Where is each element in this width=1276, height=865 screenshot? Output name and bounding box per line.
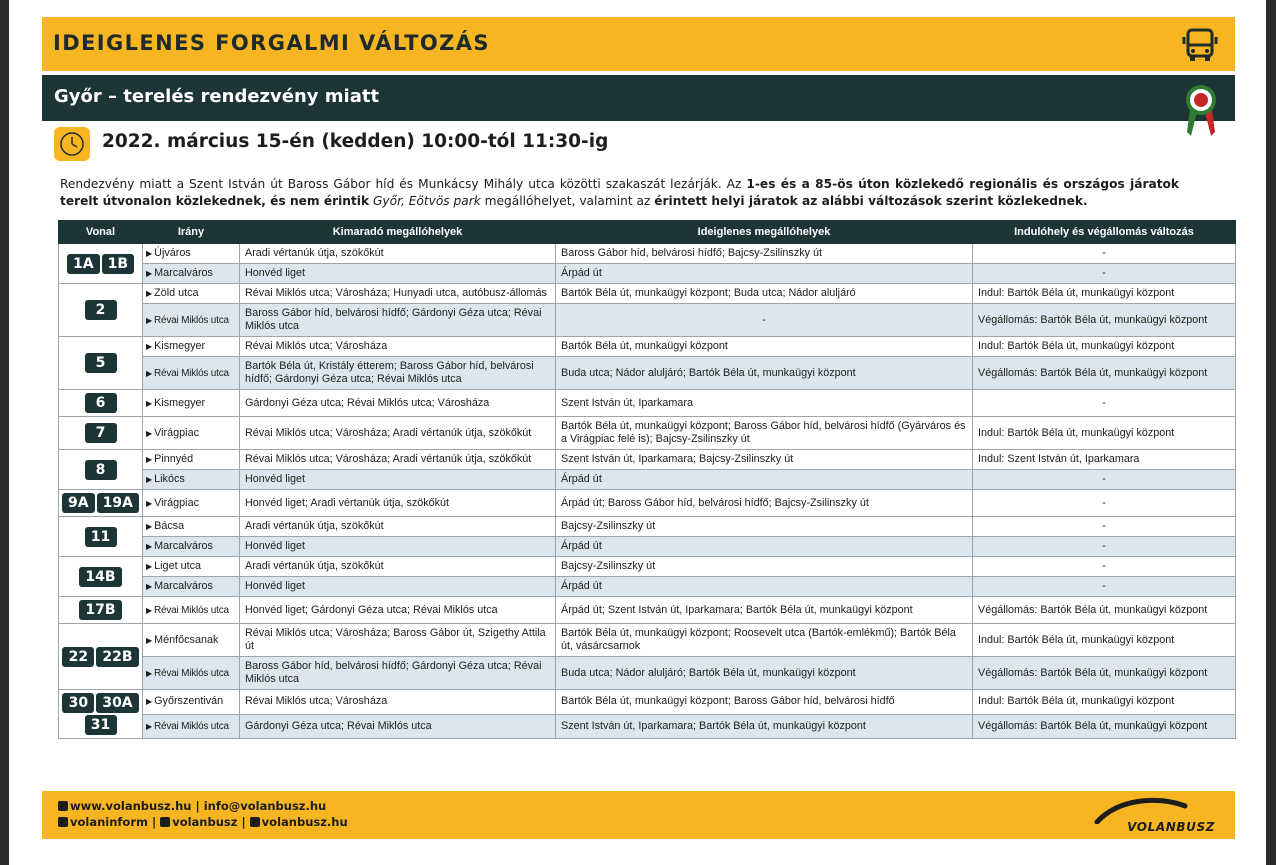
skipped-stops-cell: Révai Miklós utca; Városháza; Aradi vértanúk útja, szökőkút xyxy=(240,417,556,450)
table-header-row xyxy=(59,221,1236,244)
line-badge: 30 xyxy=(62,693,94,713)
skipped-stops-cell: Aradi vértanúk útja, szökőkút xyxy=(240,517,556,537)
phone-icon xyxy=(58,801,68,811)
direction-text: Kismegyer xyxy=(154,396,206,409)
terminus-change-cell: - xyxy=(973,390,1236,417)
facebook-icon xyxy=(58,817,68,827)
table-row xyxy=(59,357,1236,390)
direction-text: Révai Miklós utca xyxy=(153,604,229,616)
direction-cell xyxy=(143,304,240,337)
temporary-stops-cell: Árpád út xyxy=(556,537,973,557)
header-terminus-change: Indulóhely és végállomás változás xyxy=(973,221,1236,244)
direction-text: Bácsa xyxy=(154,520,185,532)
terminus-change-cell: - xyxy=(973,537,1236,557)
temporary-stops-cell: Bartók Béla út, munkaügyi központ; Buda utca; Nádor aluljáró xyxy=(556,284,973,304)
table-row xyxy=(59,714,1236,739)
website-link[interactable]: www.volanbusz.hu xyxy=(70,799,192,813)
terminus-change-cell: Végállomás: Bartók Béla út, munkaügyi központ xyxy=(973,657,1236,690)
line-cell xyxy=(59,597,143,624)
table-row xyxy=(59,577,1236,597)
intro-paragraph: Rendezvény miatt a Szent István út Baross Gábor híd és Munkácsy Mihály utca közötti szakaszát lezárják. Az 1-es és a 85-ös úton közlekedő regionális és országos járatok terelt útvonalon közlekednek, és nem érintik Győr, Eötvös park megállóhelyet, valamint az érintett helyi járatok az alábbi változások szerint közlekednek. xyxy=(60,177,1180,208)
direction-text: Zöld utca xyxy=(154,287,199,299)
table-row xyxy=(59,490,1236,517)
terminus-change-cell: - xyxy=(973,577,1236,597)
direction-text: Marcalváros xyxy=(154,267,213,279)
cockade-icon xyxy=(1185,84,1217,138)
skipped-stops-cell: Révai Miklós utca; Városháza xyxy=(240,690,556,715)
terminus-change-cell: Indul: Bartók Béla út, munkaügyi központ xyxy=(973,284,1236,304)
line-badge: 11 xyxy=(85,527,117,547)
table-row xyxy=(59,470,1236,490)
temporary-stops-cell: Szent István út, Iparkamara; Bartók Béla út, munkaügyi központ xyxy=(556,714,973,739)
temporary-stops-cell: Bartók Béla út, munkaügyi központ; Baross Gábor híd, belvárosi hídfő xyxy=(556,690,973,715)
temporary-stops-cell: Árpád út xyxy=(556,470,973,490)
direction-text: Révai Miklós utca xyxy=(153,720,229,732)
left-edge xyxy=(0,0,9,865)
direction-text: Kismegyer xyxy=(154,340,206,352)
line-cell xyxy=(59,244,143,284)
table-row xyxy=(59,517,1236,537)
arrow-right-icon: ▶ xyxy=(146,635,153,645)
line-cell xyxy=(59,337,143,390)
temporary-stops-cell: Buda utca; Nádor aluljáró; Bartók Béla út, munkaügyi központ xyxy=(556,657,973,690)
table-row xyxy=(59,390,1236,417)
terminus-change-cell: Indul: Szent István út, Iparkamara xyxy=(973,450,1236,470)
skipped-stops-cell: Honvéd liget xyxy=(240,264,556,284)
skipped-stops-cell: Honvéd liget; Aradi vértanúk útja, szökőkút xyxy=(240,490,556,517)
line-cell xyxy=(59,417,143,450)
line-cell xyxy=(59,557,143,597)
terminus-change-cell: - xyxy=(973,517,1236,537)
direction-cell xyxy=(143,624,240,657)
line-badge: 6 xyxy=(85,393,117,413)
table-row xyxy=(59,244,1236,264)
changes-table xyxy=(58,220,1236,739)
direction-cell xyxy=(143,337,240,357)
arrow-right-icon: ▶ xyxy=(146,582,153,591)
temporary-stops-cell: Szent István út, Iparkamara xyxy=(556,390,973,417)
facebook-link-volaninform[interactable]: volaninform xyxy=(70,815,148,829)
header-line: Vonal xyxy=(59,221,143,244)
direction-text: Virágpiac xyxy=(154,496,199,509)
direction-cell xyxy=(143,390,240,417)
terminus-change-cell: - xyxy=(973,264,1236,284)
direction-cell xyxy=(143,244,240,264)
skipped-stops-cell: Honvéd liget xyxy=(240,470,556,490)
line-badge: 22 xyxy=(62,647,94,667)
skipped-stops-cell: Révai Miklós utca; Városháza; Hunyadi utca, autóbusz-állomás xyxy=(240,284,556,304)
line-cell xyxy=(59,517,143,557)
page-title: IDEIGLENES FORGALMI VÁLTOZÁS xyxy=(53,31,490,55)
temporary-stops-cell: - xyxy=(556,304,973,337)
direction-cell xyxy=(143,714,240,739)
header-temporary-stops: Ideiglenes megállóhelyek xyxy=(556,221,973,244)
direction-cell xyxy=(143,577,240,597)
arrow-right-icon: ▶ xyxy=(146,398,153,408)
terminus-change-cell: Indul: Bartók Béla út, munkaügyi központ xyxy=(973,417,1236,450)
skipped-stops-cell: Baross Gábor híd, belvárosi hídfő; Gárdonyi Géza utca; Révai Miklós utca xyxy=(240,657,556,690)
table-row xyxy=(59,304,1236,337)
terminus-change-cell: - xyxy=(973,557,1236,577)
arrow-right-icon: ▶ xyxy=(146,342,153,351)
arrow-right-icon: ▶ xyxy=(146,562,153,571)
table-row xyxy=(59,690,1236,715)
skipped-stops-cell: Honvéd liget xyxy=(240,577,556,597)
subtitle-bar xyxy=(42,75,1235,121)
table-body xyxy=(59,244,1236,739)
line-badge: 19A xyxy=(97,493,139,513)
terminus-change-cell: - xyxy=(973,490,1236,517)
temporary-stops-cell: Bartók Béla út, munkaügyi központ; Baross Gábor híd, belvárosi hídfő (Gyárváros és a Virágpiac felé is); Bajcsy-Zsilinszky út xyxy=(556,417,973,450)
arrow-right-icon: ▶ xyxy=(146,289,153,298)
skipped-stops-cell: Honvéd liget xyxy=(240,537,556,557)
direction-cell xyxy=(143,264,240,284)
arrow-right-icon: ▶ xyxy=(146,315,152,325)
table-row xyxy=(59,537,1236,557)
direction-cell xyxy=(143,417,240,450)
temporary-stops-cell: Buda utca; Nádor aluljáró; Bartók Béla út, munkaügyi központ xyxy=(556,357,973,390)
line-badge: 14B xyxy=(79,567,121,587)
skipped-stops-cell: Honvéd liget; Gárdonyi Géza utca; Révai Miklós utca xyxy=(240,597,556,624)
table-row xyxy=(59,450,1236,470)
direction-text: Révai Miklós utca xyxy=(153,667,229,679)
subtitle: Győr – terelés rendezvény miatt xyxy=(54,86,380,107)
direction-cell xyxy=(143,557,240,577)
temporary-stops-cell: Árpád út xyxy=(556,577,973,597)
direction-text: Győrszentiván xyxy=(154,695,224,708)
footer xyxy=(42,791,1235,839)
arrow-right-icon: ▶ xyxy=(146,475,153,484)
temporary-stops-cell: Szent István út, Iparkamara; Bajcsy-Zsilinszky út xyxy=(556,450,973,470)
arrow-right-icon: ▶ xyxy=(146,428,153,438)
direction-text: Révai Miklós utca xyxy=(153,367,229,379)
arrow-right-icon: ▶ xyxy=(146,605,152,615)
arrow-right-icon: ▶ xyxy=(146,249,153,258)
direction-cell xyxy=(143,657,240,690)
line-badge: 8 xyxy=(85,460,117,480)
direction-text: Pinnyéd xyxy=(154,453,194,465)
line-cell xyxy=(59,450,143,490)
line-badge: 30A xyxy=(96,693,138,713)
line-badge: 31 xyxy=(85,715,117,735)
instagram-link[interactable]: volanbusz.hu xyxy=(261,815,348,829)
line-badge: 1B xyxy=(102,254,134,274)
direction-text: Révai Miklós utca xyxy=(153,314,229,326)
header-direction: Irány xyxy=(143,221,240,244)
footer-social-line: volaninform | volanbusz | volanbusz.hu xyxy=(58,815,348,829)
direction-text: Marcalváros xyxy=(154,540,213,552)
facebook-icon xyxy=(160,817,170,827)
terminus-change-cell: Végállomás: Bartók Béla út, munkaügyi központ xyxy=(973,357,1236,390)
arrow-right-icon: ▶ xyxy=(146,368,152,378)
line-cell xyxy=(59,390,143,417)
terminus-change-cell: - xyxy=(973,470,1236,490)
facebook-link-volanbusz[interactable]: volanbusz xyxy=(172,815,238,829)
line-cell xyxy=(59,284,143,337)
terminus-change-cell: - xyxy=(973,244,1236,264)
direction-text: Likócs xyxy=(154,473,185,485)
arrow-right-icon: ▶ xyxy=(146,542,153,551)
line-cell xyxy=(59,624,143,690)
skipped-stops-cell: Bartók Béla út, Kristály étterem; Baross Gábor híd, belvárosi hídfő; Gárdonyi Géza utca; Révai Miklós utca xyxy=(240,357,556,390)
direction-text: Liget utca xyxy=(154,560,201,572)
table-row xyxy=(59,264,1236,284)
temporary-stops-cell: Árpád út; Szent István út, Iparkamara; Bartók Béla út, munkaügyi központ xyxy=(556,597,973,624)
bus-icon xyxy=(1181,26,1219,64)
direction-cell xyxy=(143,284,240,304)
event-date: 2022. március 15-én (kedden) 10:00-tól 11:30-ig xyxy=(102,131,609,152)
line-cell xyxy=(59,690,143,739)
email-link[interactable]: info@volanbusz.hu xyxy=(203,799,327,813)
table-row xyxy=(59,284,1236,304)
arrow-right-icon: ▶ xyxy=(146,668,152,678)
line-badge: 9A xyxy=(62,493,95,513)
arrow-right-icon: ▶ xyxy=(146,498,153,508)
instagram-icon xyxy=(250,817,260,827)
direction-cell xyxy=(143,450,240,470)
table-row xyxy=(59,417,1236,450)
arrow-right-icon: ▶ xyxy=(146,721,152,731)
line-badge: 5 xyxy=(85,353,117,373)
direction-cell xyxy=(143,357,240,390)
terminus-change-cell: Végállomás: Bartók Béla út, munkaügyi központ xyxy=(973,714,1236,739)
line-cell xyxy=(59,490,143,517)
direction-text: Virágpiac xyxy=(154,426,199,439)
terminus-change-cell: Indul: Bartók Béla út, munkaügyi központ xyxy=(973,624,1236,657)
line-badge: 1A xyxy=(67,254,100,274)
table-row xyxy=(59,597,1236,624)
temporary-stops-cell: Bajcsy-Zsilinszky út xyxy=(556,517,973,537)
direction-cell xyxy=(143,490,240,517)
direction-cell xyxy=(143,597,240,624)
temporary-stops-cell: Árpád út; Baross Gábor híd, belvárosi hídfő; Bajcsy-Zsilinszky út xyxy=(556,490,973,517)
table-row xyxy=(59,657,1236,690)
direction-cell xyxy=(143,690,240,715)
arrow-right-icon: ▶ xyxy=(146,697,153,707)
terminus-change-cell: Végállomás: Bartók Béla út, munkaügyi központ xyxy=(973,597,1236,624)
terminus-change-cell: Végállomás: Bartók Béla út, munkaügyi központ xyxy=(973,304,1236,337)
line-badge: 2 xyxy=(85,300,117,320)
temporary-stops-cell: Baross Gábor híd, belvárosi hídfő; Bajcsy-Zsilinszky út xyxy=(556,244,973,264)
header-skipped-stops: Kimaradó megállóhelyek xyxy=(240,221,556,244)
skipped-stops-cell: Révai Miklós utca; Városháza xyxy=(240,337,556,357)
temporary-stops-cell: Bartók Béla út, munkaügyi központ xyxy=(556,337,973,357)
table-row xyxy=(59,624,1236,657)
temporary-stops-cell: Bartók Béla út, munkaügyi központ; Roosevelt utca (Bartók-emlékmű); Bartók Béla út, vásárcsarnok xyxy=(556,624,973,657)
terminus-change-cell: Indul: Bartók Béla út, munkaügyi központ xyxy=(973,337,1236,357)
skipped-stops-cell: Gárdonyi Géza utca; Révai Miklós utca xyxy=(240,714,556,739)
skipped-stops-cell: Révai Miklós utca; Városháza; Baross Gábor út, Szigethy Attila út xyxy=(240,624,556,657)
footer-contact-line: www.volanbusz.hu | info@volanbusz.hu xyxy=(58,799,326,813)
right-edge xyxy=(1266,0,1276,865)
skipped-stops-cell: Aradi vértanúk útja, szökőkút xyxy=(240,557,556,577)
line-badge: 7 xyxy=(85,423,117,443)
temporary-stops-cell: Bajcsy-Zsilinszky út xyxy=(556,557,973,577)
terminus-change-cell: Indul: Bartók Béla út, munkaügyi központ xyxy=(973,690,1236,715)
temporary-stops-cell: Árpád út xyxy=(556,264,973,284)
direction-text: Marcalváros xyxy=(154,580,213,592)
direction-cell xyxy=(143,537,240,557)
clock-icon xyxy=(54,127,90,161)
arrow-right-icon: ▶ xyxy=(146,522,153,531)
arrow-right-icon: ▶ xyxy=(146,269,153,278)
direction-text: Újváros xyxy=(154,247,191,259)
arrow-right-icon: ▶ xyxy=(146,455,153,464)
direction-cell xyxy=(143,517,240,537)
skipped-stops-cell: Baross Gábor híd, belvárosi hídfő; Gárdonyi Géza utca; Révai Miklós utca xyxy=(240,304,556,337)
skipped-stops-cell: Révai Miklós utca; Városháza; Aradi vértanúk útja, szökőkút xyxy=(240,450,556,470)
logo-text: VOLANBUSZ xyxy=(1127,820,1215,834)
line-badge: 22B xyxy=(96,647,138,667)
line-badge: 17B xyxy=(79,600,121,620)
direction-text: Ménfőcsanak xyxy=(154,633,219,646)
skipped-stops-cell: Gárdonyi Géza utca; Révai Miklós utca; Városháza xyxy=(240,390,556,417)
table-row xyxy=(59,557,1236,577)
skipped-stops-cell: Aradi vértanúk útja, szökőkút xyxy=(240,244,556,264)
title-bar xyxy=(42,17,1235,71)
table-row xyxy=(59,337,1236,357)
volanbusz-logo xyxy=(1089,796,1215,836)
direction-cell xyxy=(143,470,240,490)
